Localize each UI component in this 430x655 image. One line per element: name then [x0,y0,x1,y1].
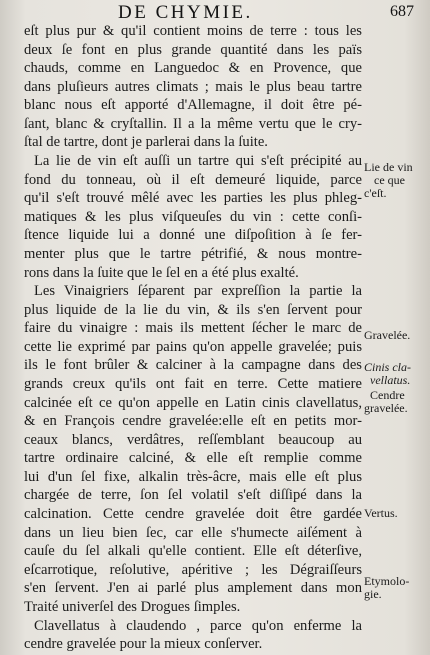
text-line: deux ſe font en plus grande quantité dans les païs [24,41,362,58]
margin-note-cendre-gravelee [364,389,408,415]
text-line: cette lie exprimé par pains qu'on appelle gravelée; puis [24,338,362,355]
margin-note-line: Cendre [370,388,405,402]
text-line: s'en ſervent. J'en ai parlé plus amplement dans mon [24,580,362,597]
text-line: eſt plus pur & qu'il contient moins de terre : tous les [24,23,362,39]
margin-note-line: gravelée. [364,401,408,415]
margin-note-lie-de-vin [364,161,413,200]
text-line: cauſe du ſel alkali qu'elle contient. Elle eſt déterſive, [24,543,362,560]
text-line: tartre ordinaire calciné, & elle eſt remplie comme [24,450,362,467]
margin-note-cinis [364,361,411,387]
text-line: ſant, blanc & cryſtallin. Il a la même vertu que le cry- [24,115,362,132]
text-line: blanc nous eſt apporté d'Allemagne, il doit être pé- [24,97,362,114]
text-line: ſtal de tartre, dont je parlerai dans la ſuite. [24,134,268,151]
text-line: menter plus que le tartre pétrifié, & nous montre- [24,245,362,262]
margin-note-gravelee [364,329,410,342]
text-line: ceaux blancs, verdâtres, reſſemblant beaucoup au [24,431,362,448]
margin-note-line: Cinis cla- [364,360,411,374]
margin-note-line: gie. [364,587,382,601]
text-line: qu'il s'eſt trouvé mêlé avec les parties les plus phleg- [24,190,362,207]
text-line: grands creux qu'ils ont fait en terre. Cette matiere [24,375,362,392]
margin-note-line: Lie de vin [364,160,413,174]
text-line: plus liquide de la lie du vin, & ils s'en ſervent pour [24,301,362,318]
text-line: chauds, comme en Languedoc & en Provence, que [24,60,362,77]
margin-note-line: Gravelée. [364,328,411,342]
text-line: La lie de vin eſt auſſi un tartre qui s'eſt précipité au [34,153,362,170]
margin-note-line: ce que [374,173,405,187]
margin-note-line: Vertus. [364,506,398,520]
text-line: faire du vinaigre : mais ils mettent ſécher le marc de [24,320,362,337]
text-line: Traité univerſel des Drogues ſimples. [24,598,241,615]
text-line: ſtence liquide lui a donné une diſpoſition à ſe fer- [24,227,362,244]
text-line: dans un lieu bien ſec, car elle s'humecte aiſément à [24,524,362,541]
text-line: dans pluſieurs autres climats ; mais le plus beau tartre [24,78,362,95]
margin-note-vertus [364,507,398,520]
margin-note-etymologie [364,575,409,601]
page-header [0,2,430,24]
text-line: calcination. Cette cendre gravelée doit être gardée [24,506,362,523]
margin-note-line: vellatus. [370,373,411,387]
text-line: chargée de terre, ſon ſel volatil s'eſt diſſipé dans la [24,487,362,504]
margin-note-line: c'eſt. [364,186,387,200]
text-line: cendre gravelée pour la mieux conſerver. [24,636,263,653]
text-line: Les Vinaigriers ſéparent par expreſſion la partie la [34,283,362,300]
text-line: rons dans la ſuite que le ſel en a été plus exalté. [24,264,299,281]
text-line: matiques & les plus viſqueuſes du vin : cette conſi- [24,208,362,225]
text-line: & en François cendre gravelée:elle eſt en petits mor- [24,413,362,430]
page-number: 687 [390,3,414,20]
text-line: Clavellatus à claudendo , parce qu'on enferme la [34,617,362,634]
running-head: DE CHYMIE. [118,2,253,23]
body-text [24,22,362,654]
margin-note-line: Etymolo- [364,574,410,588]
text-line: ils le font brûler & calciner à la campagne dans des [24,357,362,374]
text-line: lui d'un ſel fixe, alkalin très-âcre, mais elle eſt plus [24,468,362,485]
text-line: eſcarrotique, reſolutive, apéritive ; les Dégraiſſeurs [24,561,362,578]
text-line: calcinée eſt ce qu'on appelle en Latin cinis clavellatus, [24,394,362,411]
text-line: fond du tonneau, où il eſt demeuré liquide, parce [24,171,362,188]
